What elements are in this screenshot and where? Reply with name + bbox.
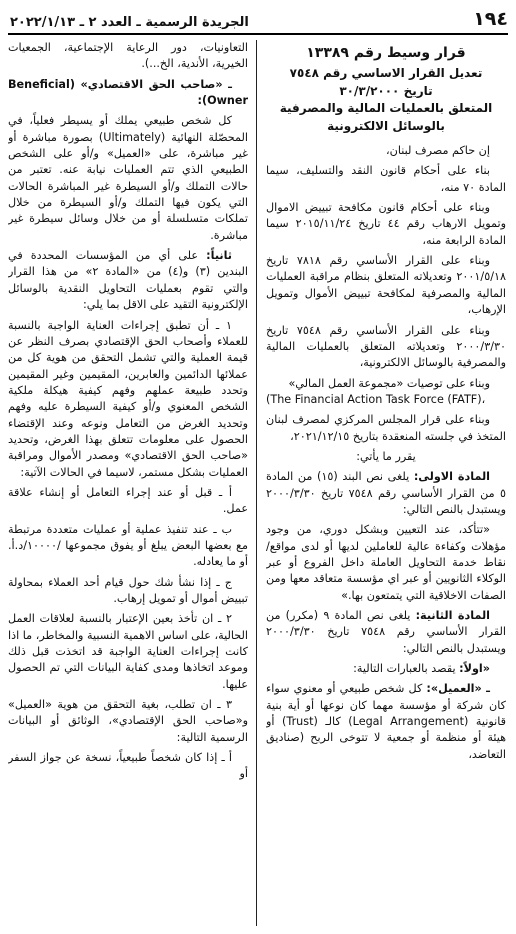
left-column bbox=[8, 40, 248, 930]
client-text: كل شخص طبيعي أو معنوي سواء كان شركة أو مؤسسة مهما كان نوعها أو أية بنية قانونية (Legal Arrangement) كالـ (Trust) أو هيئة أو منظمة أو جمعية لا تتوخى الربح (صناديق التعاضد، bbox=[266, 682, 506, 761]
list-item: ١ ـ أن تطبق إجراءات العناية الواجبة بالنسبة للعملاء وأصحاب الحق الإقتصادي بصرف النظر عن قيمة العملية والتي تشمل التحقق من هوية كل من عملائها الدائمين والعابرين، المقيمين وغير المقيمين وتحدد طبيعة عملهم وفهم كيفية هيكلة ملكية الشخص المعنوي و/أو كيفية السيطرة عليه وفهم وتحديد الغرض من التعامل ونوعه وعند الإقتضاء الحصول على معلومات تتعلق بهذا الغرض، وتحديد «صاحب الحق الاقتصادي» ومصدر الأموال ومراقبة العمليات بشكل مستمر، لاسيما في الحالات الآتية: bbox=[8, 318, 248, 479]
list-item: ب ـ عند تنفيذ عملية أو عمليات متعددة مرتبطة مع بعضها البعض يبلغ أو يفوق مجموعها /١٠٠٠٠/د.أ. أو ما يعادله. bbox=[8, 522, 248, 569]
paragraph: إن حاكم مصرف لبنان، bbox=[386, 144, 490, 158]
second-text: على أي من المؤسسات المحددة في البندين (٣) و(٤) من «المادة ٢» من هذا القرار والتي تقوم بعمليات التحاويل النقدية بالوسائل الإلكترونية التقيد على الاقل بما يلي: bbox=[8, 249, 248, 312]
list-item: أ ـ إذا كان شخصاً طبيعياً، نسخة عن جواز السفر أو bbox=[8, 751, 248, 781]
paragraph: التعاونيات، دور الرعاية الإجتماعية، الجمعيات الخيرية، الأندية، الخ...). bbox=[8, 41, 248, 71]
article-1-quote: «تتأكد، عند التعيين وبشكل دوري، من وجود مؤهلات وكفاءة عالية للعاملين لديها أو لدى مواقع/ نقاط خدمة التحاويل العاملة داخل الفروع أو عبر الوكلاء الثانويين أو عبر اي مؤسسة متعاقد معها ومن الصفات الاخلاقية التي يتمتعون بها.» bbox=[266, 523, 506, 602]
page-header bbox=[8, 4, 508, 30]
fatf-line: (The Financial Action Task Force (FATF)، bbox=[266, 392, 486, 406]
article-2-label: المادة الثانية: bbox=[415, 609, 490, 623]
first-clause bbox=[266, 661, 506, 677]
right-column bbox=[266, 40, 506, 930]
paragraph: وبناء على القرار الأساسي رقم ٧٨١٨ تاريخ ٢٠٠١/٥/١٨ وتعديلاته المتعلق بنظام مراقبة العمليات المالية والمصرفية لمكافحة تبييض الأموال وتمويل الإرهاب، bbox=[266, 254, 506, 317]
client-definition bbox=[266, 681, 506, 763]
column-divider bbox=[256, 40, 257, 926]
article-2 bbox=[266, 608, 506, 657]
subject-line-2: بالوسائل الالكترونية bbox=[327, 119, 445, 134]
decides-line: يقرر ما يأتي: bbox=[356, 449, 416, 463]
first-label: «اولاً: bbox=[459, 662, 490, 676]
paragraph: وبناء على توصيات «مجموعة العمل المالي» bbox=[288, 376, 490, 390]
second-clause bbox=[8, 248, 248, 313]
subject-line: المتعلق بالعمليات المالية والمصرفية bbox=[279, 101, 493, 116]
paragraph: بناء على أحكام قانون النقد والتسليف، سيما المادة ٧٠ منه، bbox=[266, 164, 506, 194]
decision-title: قرار وسيط رقم ١٣٣٨٩ bbox=[306, 45, 466, 61]
paragraph: وبناء على القرار الأساسي رقم ٧٥٤٨ تاريخ ٢٠٠٠/٣/٣٠ وتعديلاته المتعلق بالعمليات المالية والمصرفية بالوسائل الالكترونية، bbox=[266, 323, 506, 370]
paragraph: كل شخص طبيعي يملك أو يسيطر فعلياً، في المحصّلة النهائية (Ultimately) بصورة مباشرة أو غير مباشرة، على «العميل» و/أو على الشخص الطبيعي الذي تتم العمليات نيابة عنه. تعتبر من حالات التملك و/أو السيطرة غير المباشرة الحالات التي يكون فيها التملك و/أو السيطرة من خلال تملكات متسلسلة أو من خلال وسائل سيطرة غير مباشرة. bbox=[8, 114, 248, 242]
header-rule bbox=[8, 33, 508, 35]
list-item: ٣ ـ ان تطلب، بغية التحقق من هوية «العميل» و«صاحب الحق الإقتصادي»، الوثائق أو البيانات الرسمية التالية: bbox=[8, 698, 248, 744]
list-item: أ ـ قبل أو عند إجراء التعامل أو إنشاء علاقة عمل. bbox=[8, 485, 248, 516]
article-1 bbox=[266, 469, 506, 518]
client-label: ـ «العميل»: bbox=[426, 682, 490, 696]
article-1-text: يلغى نص البند (١٥) من المادة ٥ من القرار الأساسي رقم ٧٥٤٨ تاريخ ٢٠٠٠/٣/٣٠ ويستبدل بالنص التالي: bbox=[266, 470, 506, 516]
amendment-title: تعديل القرار الاساسي رقم ٧٥٤٨ bbox=[289, 65, 483, 80]
list-item: ج ـ إذا نشأ شك حول قيام أحد العملاء بمحاولة تبييض أموال أو تمويل إرهاب. bbox=[8, 575, 248, 605]
page-number: ١٩٤ bbox=[473, 8, 508, 30]
paragraph: وبناء على قرار المجلس المركزي لمصرف لبنان المتخذ في جلسته المنعقدة بتاريخ ٢٠٢١/١٢/١٥، bbox=[266, 413, 506, 443]
article-2-text: يلغى نص المادة ٩ (مكرر) من القرار الأساسي رقم ٧٥٤٨ تاريخ ٢٠٠٠/٣/٣٠ ويستبدل بالنص التالي: bbox=[266, 609, 506, 655]
first-text: يقصد بالعبارات التالية: bbox=[353, 662, 460, 676]
paragraph: وبناء على أحكام قانون مكافحة تبييض الاموال وتمويل الارهاب رقم ٤٤ تاريخ ٢٠١٥/١١/٢٤ سيما المادة الرابعة منه، bbox=[266, 201, 506, 247]
second-label: ثانياً: bbox=[206, 249, 232, 263]
beneficial-owner-heading: ـ «صاحب الحق الاقتصادي» (Beneficial Owner): bbox=[8, 77, 248, 108]
list-item: ٢ ـ ان تأخذ بعين الإعتبار بالنسبة لعلاقات العمل الحالية، على اساس الاهمية النسبية والمخاطر، ما اذا كانت إجراءات العناية الواجبة قد اتخذت قبل ذلك وموعد اتخاذها ومدى كفاية البيانات التي تم الحصول عليها. bbox=[8, 612, 248, 691]
decision-date: تاريخ ٣٠/٣/٢٠٠٠ bbox=[339, 83, 433, 98]
article-1-label: المادة الاولى: bbox=[413, 470, 490, 484]
gazette-title: الجريدة الرسمية ـ العدد ٢ ـ ٢٠٢٢/١/١٣ bbox=[10, 15, 249, 30]
